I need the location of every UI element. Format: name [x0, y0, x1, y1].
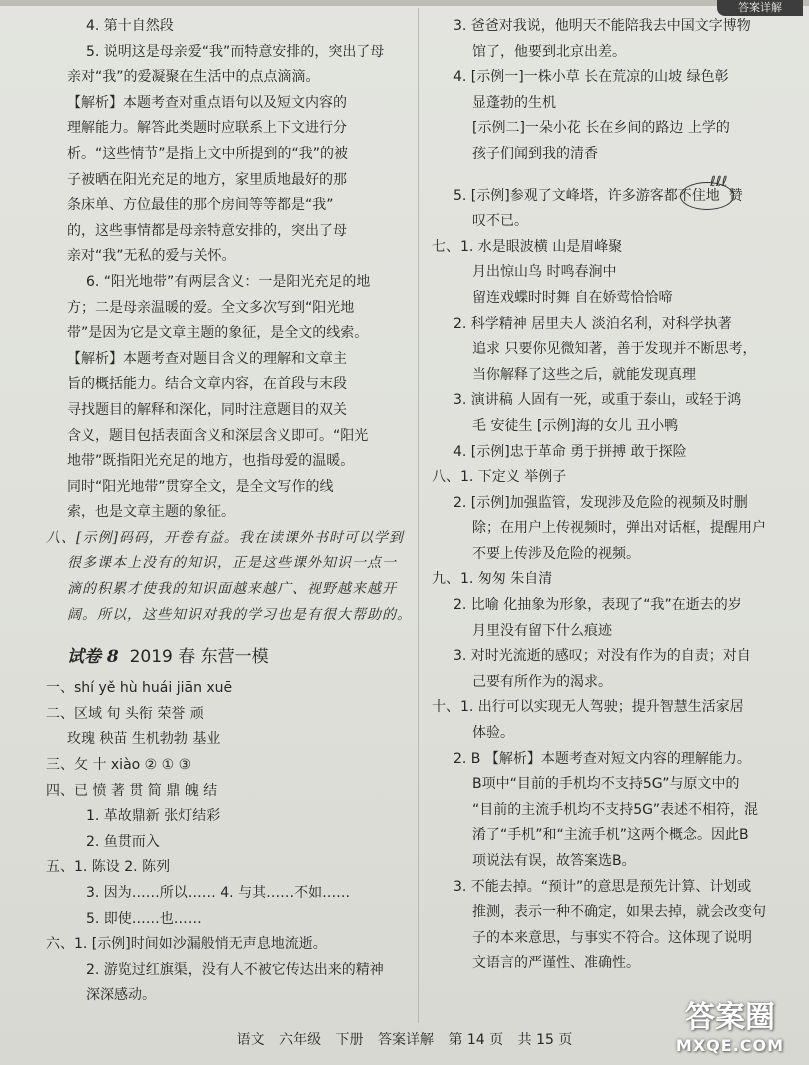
analysis-line: 【解析】本题考查对重点语句以及短文内容的 — [67, 94, 347, 111]
answer-line: 己要有所作为的渴求。 — [472, 673, 612, 690]
footer-type: 答案详解 — [378, 1032, 434, 1048]
answer-line: 七、1. 水是眼波横 山是眉峰聚 — [432, 238, 623, 255]
analysis-line: 同时“阳光地带”贯穿全文，是全文写作的线 — [67, 478, 334, 495]
answer-line: 显蓬勃的生机 — [472, 94, 556, 111]
answer-line: 月出惊山鸟 时鸣春涧中 — [472, 264, 617, 281]
answer-line: 留连戏蝶时时舞 自在娇莺恰恰啼 — [472, 289, 673, 306]
footer-grade: 六年级 — [279, 1032, 322, 1048]
answer-line: 除；在用户上传视频时，弹出对话框，提醒用户 — [472, 520, 766, 537]
analysis-line: 寻找题目的解释和深化，同时注意题目的双关 — [67, 401, 347, 418]
analysis-line: 【解析】本题考查对题目含义的理解和文章主 — [67, 350, 347, 367]
analysis-line: 含义，题目包括表面含义和深层含义即可。“阳光 — [67, 427, 369, 444]
answer-line: 4. [示例一]一株小草 长在荒凉的山坡 绿色彰 — [453, 69, 729, 86]
answer-line: 6. “阳光地带”有两层含义：一是阳光充足的地 — [86, 273, 371, 290]
answer-line: 亲对“我”的爱凝聚在生活中的点点滴滴。 — [67, 69, 320, 86]
answer-line: 推测，表示一种不确定，如果去掉，就会改变句 — [472, 904, 766, 921]
analysis-line: 子被晒在阳光充足的地方，家里质地最好的那 — [67, 171, 347, 188]
answer-line: 四、已 愤 著 贯 简 鼎 魄 结 — [46, 782, 218, 799]
q5-text-after: 赞 — [728, 187, 743, 204]
handwritten-line: 很多课本上没有的知识，正是这些课外知识一点一 — [67, 555, 397, 572]
answer-line: 3. 爸爸对我说，他明天不能陪我去中国文字博物 — [453, 18, 751, 34]
test-title-label: 试卷 8 — [67, 647, 119, 668]
footer-total-pages: 共 15 页 — [517, 1032, 573, 1048]
answer-line: 追求 只要你见微知著，善于发现并不断思考， — [472, 341, 757, 358]
answer-line: 八、1. 下定义 举例子 — [432, 469, 567, 486]
analysis-line: 理解能力。解答此类题时应联系上下文进行分 — [67, 120, 347, 137]
answer-line: 4. [示例]忠于革命 勇于拼搏 敢于探险 — [453, 443, 687, 460]
answer-line: 不要上传涉及危险的视频。 — [472, 545, 640, 562]
answer-line: 2. 鱼贯而入 — [86, 833, 160, 850]
watermark-main: 答案圈 — [685, 1000, 775, 1035]
answer-line: 毛 安徒生 [示例]海的女儿 丑小鸭 — [472, 417, 679, 434]
answer-line: 子的本来意思，与事实不符合。这体现了说明 — [472, 929, 752, 946]
answer-line: 文语言的严谨性、准确性。 — [472, 955, 640, 972]
analysis-line: 亲对“我”无私的爱与关怀。 — [67, 248, 236, 265]
q5-text-before: 5. [示例]参观了文峰塔，许多游客都 — [453, 187, 678, 204]
watermark-url: MXQE.COM — [675, 1036, 785, 1055]
answer-line: 三、攵 十 xiào ② ① ③ — [46, 757, 192, 774]
analysis-line: 条床单、方位最佳的那个房间等等都是“我” — [67, 197, 334, 214]
test-title — [46, 640, 398, 674]
answer-line: 五、1. 陈设 2. 陈列 — [46, 859, 171, 876]
answer-line: 方；二是母亲温暖的爱。全文多次写到“阳光地 — [67, 299, 355, 316]
header-tag: 答案详解 — [717, 0, 803, 16]
analysis-line: 的，这些事情都是母亲特意安排的，突出了母 — [67, 222, 347, 239]
answer-line: 二、区域 旬 头衔 荣誉 顽 — [46, 705, 204, 722]
analysis-line: 项说法有误，故答案选B。 — [472, 853, 636, 869]
answer-line: 3. 不能去掉。“预计”的意思是预先计算、计划或 — [453, 878, 752, 895]
answer-line: 六、1. [示例]时间如沙漏般悄无声息地流逝。 — [46, 936, 327, 953]
analysis-line: 地带”既指阳光充足的地方，也指母爱的温暖。 — [67, 453, 355, 470]
analysis-line: 旨的概括能力。结合文章内容，在首段与末段 — [67, 376, 347, 393]
answer-line: 3. 对时光流逝的感叹；对没有作为的自责；对自 — [453, 648, 751, 665]
analysis-line: 索，也是文章主题的象征。 — [67, 504, 235, 521]
answer-line: 2. [示例]加强监管，发现涉及危险的视频及时删 — [453, 494, 748, 511]
answer-line: 2. 比喻 化抽象为形象，表现了“我”在逝去的岁 — [453, 597, 742, 614]
test-title-rest: 2019 春 东营一模 — [129, 647, 269, 668]
answer-line: 孩子们闻到我的清香 — [472, 145, 598, 162]
top-edge — [0, 0, 809, 6]
answer-line: 体验。 — [472, 725, 514, 742]
answer-line: 月里没有留下什么痕迹 — [472, 622, 612, 639]
answer-line: 带”是因为它是文章主题的象征，是全文的线索。 — [67, 325, 369, 342]
left-column — [46, 14, 412, 1009]
answer-line: 5. 说明这是母亲爱“我”而特意安排的，突出了母 — [86, 43, 385, 60]
answer-line: 玫瑰 秧苗 生机勃勃 基业 — [67, 731, 221, 748]
answer-line: 馆了，他要到北京出差。 — [472, 43, 626, 60]
answer-line: 2. 游览过红旗渠，没有人不被它传达出来的精神 — [86, 961, 384, 978]
handwritten-line: 八、[示例]码码，开卷有益。我在读课外书时可以学到 — [46, 529, 404, 546]
answer-line: 5. 即使……也…… — [86, 910, 202, 927]
answer-line: 叹不已。 — [472, 213, 528, 230]
q5-circled-text: 不住地 — [677, 187, 720, 204]
analysis-line: 淆了“手机”和“主流手机”这两个概念。因此B — [472, 827, 749, 844]
handwritten-line: 阔。所以，这些知识对我的学习也是有很大帮助的。 — [67, 606, 412, 623]
analysis-line: 析。“这些情节”是指上文中所提到的“我”的被 — [67, 145, 349, 162]
answer-line: 3. 演讲稿 人固有一死，或重于泰山，或轻于鸿 — [453, 392, 742, 409]
answer-line: 十、1. 出行可以实现无人驾驶；提升智慧生活家居 — [432, 699, 744, 716]
answer-line: 当你解释了这些之后，就能发现真理 — [472, 366, 696, 383]
hand-drawn-squiggle: ℓℓℓ — [710, 173, 728, 190]
answer-line: 一、shí yě hù huái jiān xuē — [46, 680, 233, 697]
answer-line: 深深感动。 — [86, 987, 156, 1004]
footer-page-number: 第 14 页 — [448, 1032, 504, 1048]
footer-volume: 下册 — [335, 1032, 364, 1048]
answer-line-q5 — [432, 173, 772, 210]
answer-line: 九、1. 匆匆 朱自清 — [432, 571, 553, 588]
analysis-line: 2. B 【解析】本题考查对短文内容的理解能力。 — [453, 750, 751, 767]
site-watermark — [664, 1000, 796, 1060]
handwritten-line: 滴的积累才使我的知识面越来越广、视野越来越开 — [67, 581, 397, 598]
column-divider — [418, 8, 419, 1023]
analysis-line: B项中“目前的手机均不支持5G”与原文中的 — [472, 776, 740, 793]
answer-line: 4. 第十自然段 — [86, 18, 174, 34]
footer-subject: 语文 — [236, 1032, 265, 1048]
answer-line: 2. 科学精神 居里夫人 淡泊名利，对科学执著 — [453, 315, 732, 332]
analysis-line: “目前的主流手机均不支持5G”表述不相符，混 — [472, 801, 758, 818]
right-column — [432, 14, 772, 977]
answer-line: 1. 革故鼎新 张灯结彩 — [86, 808, 221, 825]
answer-line: [示例二]一朵小花 长在乡间的路边 上学的 — [472, 120, 730, 137]
answer-line: 3. 因为……所以…… 4. 与其……不如…… — [86, 885, 351, 901]
